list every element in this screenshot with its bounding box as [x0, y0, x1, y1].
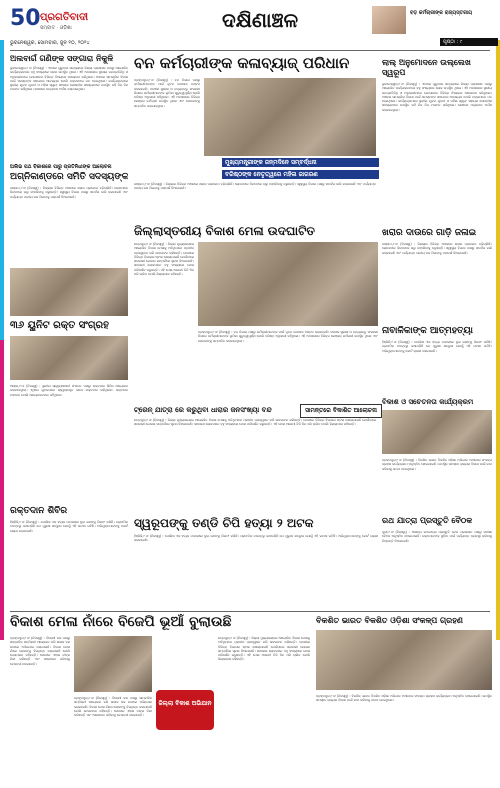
- headline-right-top: ଲାଲ୍ ଅନୁମୋଦନେ ଉଲ୍ଲେଖ ସ୍ୱରୂପ: [382, 58, 471, 77]
- article-right-top: ଭୁବନେଶ୍ୱର,୯।୬ (ନିଜସ୍ୱ) : ଏଠାରେ ଗୁରୁବାର ସନ୍ଧ୍ୟାରେ ଜିଲ୍ଲା ପ୍ରଶାସନ ପକ୍ଷରୁ ଆୟୋଜିତ କାର୍ଯ୍ୟକ୍ରମରେ ବହୁ ସଂଖ୍ୟାରେ ଲୋକ ଉପସ୍ଥିତ ଥିଲେ। ଏହି ଅବସରରେ ସ୍ଥାନୀୟ ଜନପ୍ରତିନିଧି ଓ ଅଧିକାରୀମାନେ ଯୋଗଦେଇ ବିଭିନ୍ନ ବିଷୟରେ ଆଲୋଚନା କରିଥିଲେ। ଅଞ୍ଚଳର ସାମଗ୍ରିକ ବିକାଶ ପାଇଁ ସମସ୍ତଙ୍କ ସହଯୋଗ ଆବଶ୍ୟକ ବୋଲି ବକ୍ତାମାନେ ମତ ଦେଇଥିଲେ। କାର୍ଯ୍ୟକ୍ରମରେ ସ୍ଥାନୀୟ ଯୁବକ ଯୁବତୀ ଓ ମହିଳା ସ୍ୱୟଂ ସହାୟକ ଗୋଷ୍ଠୀର ସଦସ୍ୟମାନେ ଉପସ୍ଥିତ ରହି ନିଜ ନିଜ ମତାମତ ରଖିଥିଲେ। ଶେଷରେ ଧନ୍ୟବାଦ ଅର୍ପଣ କରାଯାଇଥିଲା।: [382, 82, 492, 112]
- article-bottom-right: ବ୍ରହ୍ମପୁର,୯।୬ (ନିଜସ୍ୱ) : ବିକଶିତ ଭାରତ ବିକଶିତ ଓଡ଼ିଶା ଅଭିଯାନ ଅଧୀନରେ ସଂକଳ୍ପ ଗ୍ରହଣ କାର୍ଯ୍ୟକ୍ରମ ଅନୁଷ୍ଠିତ ହୋଇଯାଇଛି। ଉପସ୍ଥିତ ସମସ୍ତେ ରାଜ୍ୟର ବିକାଶ ପାଇଁ କାମ କରିବାକୁ ଶପଥ ନେଇଥିଲେ।: [316, 694, 492, 703]
- lead-headline: ବନ କର୍ମଚାରୀଙ୍କ କଳାବ୍ୟାଜ୍ ପରିଧାନ: [134, 54, 350, 72]
- article-bottom-center: ଛତ୍ରପୁର,୯।୬ (ନିଜସ୍ୱ) : ଜିଲ୍ଲା ମୁଖ୍ୟାଳୟରେ ଆୟୋଜିତ ବିକାଶ ମେଳାକୁ ଅତିଥିମାନେ ପ୍ରଦୀପ ପ୍ରଜ୍ୱଳନ କରି ଉଦଘାଟନ କରିଛନ୍ତି। ମେଳାରେ ବିଭିନ୍ନ ବିଭାଗର ଷ୍ଟଲ ଖୋଲାଯାଇଛି ଯେଉଁଠାରେ ସରକାରୀ ଯୋଜନା ସମ୍ପର୍କରେ ସୂଚନା ଦିଆଯାଉଛି। ସାଧାରଣ ଲୋକମାନେ ବହୁ ସଂଖ୍ୟାରେ ମେଳା ପରିଦର୍ଶନ କରୁଛନ୍ତି। ଏହି ମେଳା ଆଗାମୀ ତିନି ଦିନ ଧରି ଚାଲିବ ବୋଲି ଜିଲ୍ଲାପାଳ କହିଛନ୍ତି।: [218, 636, 310, 662]
- color-strip-left-2: [0, 340, 4, 640]
- headline-left-2: ଅଗ୍ନିକାଣ୍ଡରେ ସମିତି ସଦସ୍ୟଙ୍କ: [10, 172, 128, 182]
- blue-bar-2: ବରିଷ୍ଠଙ୍କ ନେତୃତ୍ୱରେ ମହିଳା ଜାଗରଣ: [222, 170, 379, 179]
- headline-left-4: ରକ୍ତଦାନ ଶିବିର: [10, 506, 68, 516]
- bottom-rule: [10, 611, 490, 612]
- article-left-4: ହିଞ୍ଜିଳି,୯।୬ (ନିଜସ୍ୱ) : ପୋଲିସ ଏକ ହତ୍ୟା ମାମଲାରେ ଦୁଇ ଜଣଙ୍କୁ ଗିରଫ କରିଛି। ପ୍ରାଥମିକ ତଦନ୍ତରୁ ଜଣାପଡ଼ିଛି ଯେ ପୁରୁଣା ଶତ୍ରୁତା ଯୋଗୁଁ ଏହି ଘଟଣା ଘଟିଛି। ଅଭିଯୁକ୍ତମାନଙ୍କୁ କୋର୍ଟ ଚାଲାଣ କରାଯାଇଛି।: [10, 520, 128, 533]
- article-right-4: ବ୍ରହ୍ମପୁର,୯।୬ (ନିଜସ୍ୱ) : ବିକଶିତ ଭାରତ ବିକଶିତ ଓଡ଼ିଶା ଅଭିଯାନ ଅଧୀନରେ ସଂକଳ୍ପ ଗ୍ରହଣ କାର୍ଯ୍ୟକ୍ରମ ଅନୁଷ୍ଠିତ ହୋଇଯାଇଛି। ଉପସ୍ଥିତ ସମସ୍ତେ ରାଜ୍ୟର ବିକାଶ ପାଇଁ କାମ କରିବାକୁ ଶପଥ ନେଇଥିଲେ।: [382, 458, 492, 471]
- promo-text: ବଡ଼ କର୍ମଚାରୀଙ୍କ ରାଜ୍ୟସ୍ତରୀୟ: [410, 10, 473, 16]
- headline-right-4: ବିକାଶ ଓ ସଚେତନତା କାର୍ଯ୍ୟକ୍ରମ: [382, 398, 474, 406]
- brand-sub: ସମ୍ବାଦ · ଓଡ଼ିଶା: [40, 25, 72, 31]
- color-strip-left: [0, 40, 4, 340]
- article-lead: ବ୍ରହ୍ମପୁର,୯।୬ (ନିଜସ୍ୱ) : ବନ ବିଭାଗ ପକ୍ଷରୁ କର୍ମଚାରୀମାନଙ୍କ ପାଇଁ ନୂତନ ପୋଷାକ ବଣ୍ଟନ କରାଯାଇଛି। ବନାଞ୍ଚଳ ସୁରକ୍ଷା ଓ ବନ୍ୟଜନ୍ତୁ ସଂରକ୍ଷଣ ଦିଗରେ କର୍ମଚାରୀମାନଙ୍କ ଭୂମିକା ଗୁରୁତ୍ୱପୂର୍ଣ୍ଣ ବୋଲି ବରିଷ୍ଠ ଅଧିକାରୀ କହିଥିଲେ। ଏହି ଅବସରରେ ବିଭିନ୍ନ ରେଞ୍ଜର କର୍ମଚାରୀ ଉପସ୍ଥିତ ଥିଲେ ଏବଂ ସେମାନଙ୍କୁ ସମ୍ମାନିତ କରାଯାଇଥିଲା।: [134, 78, 200, 108]
- headline-center-2: ସ୍ୱରୂପଙ୍କୁ ତଣ୍ଡି ଚିପି ହତ୍ୟା ୨ ଅଟକ: [134, 516, 314, 530]
- section-title: ଦକ୍ଷିଣାଞ୍ଚଳ: [221, 8, 299, 32]
- headline-top-left: ଅଲବାର୍ଗ ଗଣିଙ୍କ ସଙ୍ଗାରା ନିକୁଳି: [10, 54, 114, 63]
- logo-badge-text: ଜିଲ୍ଲା ବିକାଶ ଅଭିଯାନ: [158, 700, 212, 707]
- page-label: ପୃଷ୍ଠା : ୯: [440, 38, 498, 46]
- logo-number: 50: [10, 6, 41, 31]
- article-top-left: ଭୁବନେଶ୍ୱର,୯।୬ (ନିଜସ୍ୱ) : ଏଠାରେ ଗୁରୁବାର ସନ୍ଧ୍ୟାରେ ଜିଲ୍ଲା ପ୍ରଶାସନ ପକ୍ଷରୁ ଆୟୋଜିତ କାର୍ଯ୍ୟକ୍ରମରେ ବହୁ ସଂଖ୍ୟାରେ ଲୋକ ଉପସ୍ଥିତ ଥିଲେ। ଏହି ଅବସରରେ ସ୍ଥାନୀୟ ଜନପ୍ରତିନିଧି ଓ ଅଧିକାରୀମାନେ ଯୋଗଦେଇ ବିଭିନ୍ନ ବିଷୟରେ ଆଲୋଚନା କରିଥିଲେ। ଅଞ୍ଚଳର ସାମଗ୍ରିକ ବିକାଶ ପାଇଁ ସମସ୍ତଙ୍କ ସହଯୋଗ ଆବଶ୍ୟକ ବୋଲି ବକ୍ତାମାନେ ମତ ଦେଇଥିଲେ। କାର୍ଯ୍ୟକ୍ରମରେ ସ୍ଥାନୀୟ ଯୁବକ ଯୁବତୀ ଓ ମହିଳା ସ୍ୱୟଂ ସହାୟକ ଗୋଷ୍ଠୀର ସଦସ୍ୟମାନେ ଉପସ୍ଥିତ ରହି ନିଜ ନିଜ ମତାମତ ରଖିଥିଲେ। ଶେଷରେ ଧନ୍ୟବାଦ ଅର୍ପଣ କରାଯାଇଥିଲା।: [10, 66, 128, 92]
- brand-name: ପ୍ରଗତିବାଦୀ: [40, 12, 89, 23]
- bottom-photo: [74, 636, 152, 692]
- boxed-headline: ସାମନ୍ତରେ ବିକାଶିତ ଆଲୋଚନା: [300, 404, 382, 418]
- article-right-5: ପୁରୀ,୯।୬ (ନିଜସ୍ୱ) : ଆସନ୍ତା ରଥଯାତ୍ରା ପ୍ରସ୍ତୁତି ନେଇ ପ୍ରଶାସନ ପକ୍ଷରୁ ସମୀକ୍ଷା ବୈଠକ ଅନୁଷ୍ଠିତ ହୋଇଯାଇଛି। ଭକ୍ତମାନଙ୍କ ସୁବିଧା ପାଇଁ ପର୍ଯ୍ୟାପ୍ତ ବ୍ୟବସ୍ଥା କରିବାକୁ ନିଷ୍ପତ୍ତି ନିଆଯାଇଛି।: [382, 530, 492, 543]
- article-right-2: ଗଞ୍ଜାମ,୯।୬ (ନିଜସ୍ୱ) : ଜିଲ୍ଲାର ବିଭିନ୍ନ ଅଞ୍ଚଳରେ ଖରାର ପ୍ରକୋପ ବଢ଼ିଚାଲିଛି। ଲୋକମାନେ ଦିନବେଳେ ଘରୁ ବାହାରିବାକୁ ଡରୁଛନ୍ତି। ସ୍ୱାସ୍ଥ୍ୟ ବିଭାଗ ପକ୍ଷରୁ ସତର୍କତା ଜାରି କରାଯାଇଛି ଏବଂ ପର୍ଯ୍ୟାପ୍ତ ପାନୀୟ ଜଳ ପିଇବାକୁ ପରାମର୍ଶ ଦିଆଯାଇଛି।: [382, 242, 492, 255]
- article-left-3: ଆସ୍କା,୯।୬ (ନିଜସ୍ୱ) : ସ୍ଥାନୀୟ ସ୍ୱେଚ୍ଛାସେବୀ ସଂଗଠନ ପକ୍ଷରୁ ରକ୍ତଦାନ ଶିବିର ଆୟୋଜନ କରାଯାଇଥିଲା। ଏଥିରେ ଯୁବକମାନେ ସ୍ୱେଚ୍ଛାକୃତ ଭାବେ ରକ୍ତଦାନ କରିଥିଲେ। ରକ୍ତଦାନ ମହାଦାନ ବୋଲି ଆୟୋଜକମାନେ କହିଥିଲେ।: [10, 384, 128, 397]
- logo: [10, 6, 140, 36]
- headline-right-5: ରଥ ଯାତ୍ରା ପ୍ରସ୍ତୁତି ବୈଠକ: [382, 516, 473, 525]
- color-strip-right: [496, 40, 500, 640]
- headline-right-2: ଖରାର ଦାଉରେ ଗାଡ଼ି ଜଳାଇ: [382, 228, 477, 238]
- photo-left-2: [10, 336, 128, 380]
- article-center-2: ହିଞ୍ଜିଳି,୯।୬ (ନିଜସ୍ୱ) : ପୋଲିସ ଏକ ହତ୍ୟା ମାମଲାରେ ଦୁଇ ଜଣଙ୍କୁ ଗିରଫ କରିଛି। ପ୍ରାଥମିକ ତଦନ୍ତରୁ ଜଣାପଡ଼ିଛି ଯେ ପୁରୁଣା ଶତ୍ରୁତା ଯୋଗୁଁ ଏହି ଘଟଣା ଘଟିଛି। ଅଭିଯୁକ୍ତମାନଙ୍କୁ କୋର୍ଟ ଚାଲାଣ କରାଯାଇଛି।: [134, 534, 378, 543]
- fair-photo: [198, 242, 378, 326]
- center-subhead: ଟ୍ରେନ୍ ଯାତ୍ରା ରେ କରୁଥିବା ଧାରାର ଜନସଂଖ୍ୟା ବନ୍ଦ: [134, 406, 272, 414]
- article-bottom-mid: ବ୍ରହ୍ମପୁର,୯।୬ (ନିଜସ୍ୱ) : ବିରୋଧୀ ଦଳ ପକ୍ଷରୁ ସାମ୍ବାଦିକ ସମ୍ମିଳନୀ ଆୟୋଜନ କରି ଶାସକ ଦଳ ଉପରେ ଅଭିଯୋଗ କରାଯାଇଛି। ବିକାଶ ମେଳା ନାଁରେ ଲୋକଙ୍କୁ ବିଭ୍ରାନ୍ତ କରାଯାଉଛି ବୋଲି ନେତାମାନେ କହିଛନ୍ତି। ସେମାନେ ଏହାର ତୀବ୍ର ନିନ୍ଦା କରିଛନ୍ତି ଏବଂ ଆନ୍ଦୋଳନ କରିବାକୁ ଚେତାବନୀ ଦେଇଛନ୍ତି।: [74, 696, 152, 718]
- blue-bar-1: ମୁଖ୍ୟମନ୍ତ୍ରୀଙ୍କ ଜନ୍ମଦିନେ ସମ୍ବର୍ଦ୍ଧନା: [222, 158, 379, 167]
- article-center-top: ଗଞ୍ଜାମ,୯।୬ (ନିଜସ୍ୱ) : ଜିଲ୍ଲାର ବିଭିନ୍ନ ଅଞ୍ଚଳରେ ଖରାର ପ୍ରକୋପ ବଢ଼ିଚାଲିଛି। ଲୋକମାନେ ଦିନବେଳେ ଘରୁ ବାହାରିବାକୁ ଡରୁଛନ୍ତି। ସ୍ୱାସ୍ଥ୍ୟ ବିଭାଗ ପକ୍ଷରୁ ସତର୍କତା ଜାରି କରାଯାଇଛି ଏବଂ ପର୍ଯ୍ୟାପ୍ତ ପାନୀୟ ଜଳ ପିଇବାକୁ ପରାମର୍ଶ ଦିଆଯାଇଛି।: [134, 182, 376, 191]
- bottom-right-photo: [316, 630, 492, 690]
- bottom-right-headline: ବିକଶିତ ଭାରତ ବିକଶିତ ଓଡ଼ିଶା ସଂକଳ୍ପ ଗ୍ରହଣ: [316, 616, 463, 625]
- lead-photo: [204, 78, 376, 156]
- fair-headline: ଜିଲ୍ଲାସ୍ତରୀୟ ବିକାଶ ମେଳା ଉଦଘାଟିତ: [134, 224, 315, 238]
- photo-left: [10, 268, 128, 316]
- dateline: ଭୁବନେଶ୍ୱର, ସୋମବାର, ଜୁନ ୧୦, ୨୦୨୪: [10, 40, 90, 46]
- article-left-2: ଗଞ୍ଜାମ,୯।୬ (ନିଜସ୍ୱ) : ଜିଲ୍ଲାର ବିଭିନ୍ନ ଅଞ୍ଚଳରେ ଖରାର ପ୍ରକୋପ ବଢ଼ିଚାଲିଛି। ଲୋକମାନେ ଦିନବେଳେ ଘରୁ ବାହାରିବାକୁ ଡରୁଛନ୍ତି। ସ୍ୱାସ୍ଥ୍ୟ ବିଭାଗ ପକ୍ଷରୁ ସତର୍କତା ଜାରି କରାଯାଇଛି ଏବଂ ପର୍ଯ୍ୟାପ୍ତ ପାନୀୟ ଜଳ ପିଇବାକୁ ପରାମର୍ଶ ଦିଆଯାଇଛି।: [10, 186, 128, 199]
- article-center-mid: ଛତ୍ରପୁର,୯।୬ (ନିଜସ୍ୱ) : ଜିଲ୍ଲା ମୁଖ୍ୟାଳୟରେ ଆୟୋଜିତ ବିକାଶ ମେଳାକୁ ଅତିଥିମାନେ ପ୍ରଦୀପ ପ୍ରଜ୍ୱଳନ କରି ଉଦଘାଟନ କରିଛନ୍ତି। ମେଳାରେ ବିଭିନ୍ନ ବିଭାଗର ଷ୍ଟଲ ଖୋଲାଯାଇଛି ଯେଉଁଠାରେ ସରକାରୀ ଯୋଜନା ସମ୍ପର୍କରେ ସୂଚନା ଦିଆଯାଉଛି। ସାଧାରଣ ଲୋକମାନେ ବହୁ ସଂଖ୍ୟାରେ ମେଳା ପରିଦର୍ଶନ କରୁଛନ୍ତି। ଏହି ମେଳା ଆଗାମୀ ତିନି ଦିନ ଧରି ଚାଲିବ ବୋଲି ଜିଲ୍ଲାପାଳ କହିଛନ୍ତି।: [134, 418, 376, 427]
- subhead-left: ଅଲିଭ ପଥ ବିକାଶରେ ପାରୁ ପ୍ରତିନିଧୀଙ୍କ ଆଲୋଚନା: [10, 164, 112, 170]
- logo-badge: [156, 690, 214, 730]
- bottom-main-headline: ବିକାଶ ମେଳା ନାଁରେ ବିଜେପି ଭୂଆଁ ବୁଲାଉଛି: [10, 614, 232, 630]
- headline-left-3: ୩୬ ୟୁନିଟ ରକ୍ତ ସଂଗ୍ରହ: [10, 320, 109, 331]
- masthead-rule: [10, 50, 490, 51]
- headline-right-3: ନାବାଳିକାଙ୍କ ଆତ୍ମହତ୍ୟା: [382, 326, 473, 336]
- article-right-3: ହିଞ୍ଜିଳି,୯।୬ (ନିଜସ୍ୱ) : ପୋଲିସ ଏକ ହତ୍ୟା ମାମଲାରେ ଦୁଇ ଜଣଙ୍କୁ ଗିରଫ କରିଛି। ପ୍ରାଥମିକ ତଦନ୍ତରୁ ଜଣାପଡ଼ିଛି ଯେ ପୁରୁଣା ଶତ୍ରୁତା ଯୋଗୁଁ ଏହି ଘଟଣା ଘଟିଛି। ଅଭିଯୁକ୍ତମାନଙ୍କୁ କୋର୍ଟ ଚାଲାଣ କରାଯାଇଛି।: [382, 340, 492, 353]
- promo-photo: [372, 6, 406, 34]
- photo-right-mid: [382, 410, 492, 454]
- article-fair-2: ବ୍ରହ୍ମପୁର,୯।୬ (ନିଜସ୍ୱ) : ବନ ବିଭାଗ ପକ୍ଷରୁ କର୍ମଚାରୀମାନଙ୍କ ପାଇଁ ନୂତନ ପୋଷାକ ବଣ୍ଟନ କରାଯାଇଛି। ବନାଞ୍ଚଳ ସୁରକ୍ଷା ଓ ବନ୍ୟଜନ୍ତୁ ସଂରକ୍ଷଣ ଦିଗରେ କର୍ମଚାରୀମାନଙ୍କ ଭୂମିକା ଗୁରୁତ୍ୱପୂର୍ଣ୍ଣ ବୋଲି ବରିଷ୍ଠ ଅଧିକାରୀ କହିଥିଲେ। ଏହି ଅବସରରେ ବିଭିନ୍ନ ରେଞ୍ଜର କର୍ମଚାରୀ ଉପସ୍ଥିତ ଥିଲେ ଏବଂ ସେମାନଙ୍କୁ ସମ୍ମାନିତ କରାଯାଇଥିଲା।: [198, 330, 378, 343]
- article-fair: ଛତ୍ରପୁର,୯।୬ (ନିଜସ୍ୱ) : ଜିଲ୍ଲା ମୁଖ୍ୟାଳୟରେ ଆୟୋଜିତ ବିକାଶ ମେଳାକୁ ଅତିଥିମାନେ ପ୍ରଦୀପ ପ୍ରଜ୍ୱଳନ କରି ଉଦଘାଟନ କରିଛନ୍ତି। ମେଳାରେ ବିଭିନ୍ନ ବିଭାଗର ଷ୍ଟଲ ଖୋଲାଯାଇଛି ଯେଉଁଠାରେ ସରକାରୀ ଯୋଜନା ସମ୍ପର୍କରେ ସୂଚନା ଦିଆଯାଉଛି। ସାଧାରଣ ଲୋକମାନେ ବହୁ ସଂଖ୍ୟାରେ ମେଳା ପରିଦର୍ଶନ କରୁଛନ୍ତି। ଏହି ମେଳା ଆଗାମୀ ତିନି ଦିନ ଧରି ଚାଲିବ ବୋଲି ଜିଲ୍ଲାପାଳ କହିଛନ୍ତି।: [134, 242, 194, 277]
- article-bottom-left: ବ୍ରହ୍ମପୁର,୯।୬ (ନିଜସ୍ୱ) : ବିରୋଧୀ ଦଳ ପକ୍ଷରୁ ସାମ୍ବାଦିକ ସମ୍ମିଳନୀ ଆୟୋଜନ କରି ଶାସକ ଦଳ ଉପରେ ଅଭିଯୋଗ କରାଯାଇଛି। ବିକାଶ ମେଳା ନାଁରେ ଲୋକଙ୍କୁ ବିଭ୍ରାନ୍ତ କରାଯାଉଛି ବୋଲି ନେତାମାନେ କହିଛନ୍ତି। ସେମାନେ ଏହାର ତୀବ୍ର ନିନ୍ଦା କରିଛନ୍ତି ଏବଂ ଆନ୍ଦୋଳନ କରିବାକୁ ଚେତାବନୀ ଦେଇଛନ୍ତି।: [10, 636, 70, 666]
